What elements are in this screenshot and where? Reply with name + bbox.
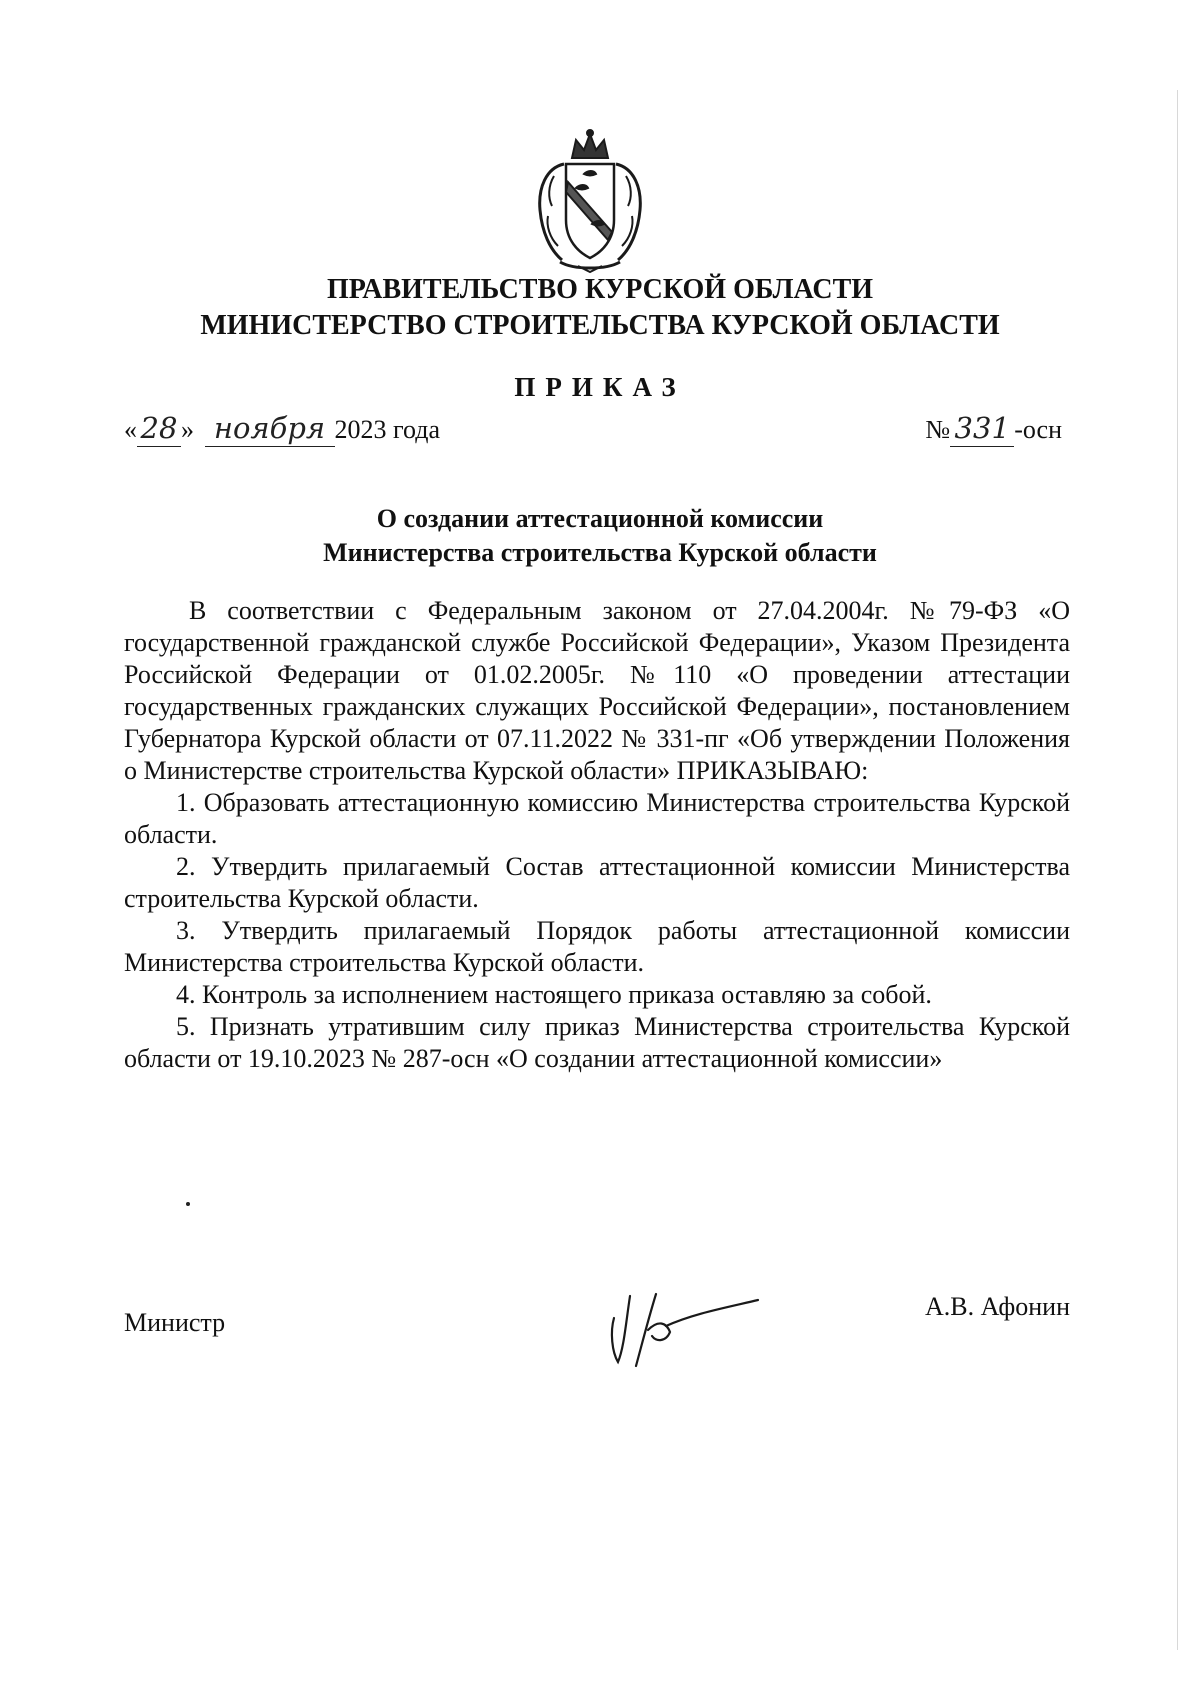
ink-speck bbox=[186, 1202, 190, 1206]
order-title-line1: О создании аттестационной комиссии bbox=[376, 504, 824, 533]
signature-block bbox=[124, 1292, 1070, 1372]
number-value: 331 bbox=[954, 411, 1010, 445]
number-prefix: № bbox=[925, 415, 951, 444]
government-title: ПРАВИТЕЛЬСТВО КУРСКОЙ ОБЛАСТИ bbox=[326, 274, 874, 305]
date-open-quote: « bbox=[124, 415, 137, 444]
order-item: 3. Утвердить прилагаемый Порядок работы аттестационной комиссии Министерства строительства Курской области. bbox=[124, 916, 1070, 977]
preamble-paragraph: В соответствии с Федеральным законом от 27.04.2004г. №79-ФЗ «О государственной гражданской службе Российской Федерации», Указом Президента Российской Федерации от 01.02.2005г. №110 «О проведении аттестации государственных гражданских служащих Российской Федерации», постановлением Губернатора Курской области от 07.11.2022 № 331-пг «Об утверждении Положения о Министерстве строительства Курской области» ПРИКАЗЫВАЮ: bbox=[124, 596, 1070, 785]
document-type: ПРИКАЗ bbox=[514, 372, 686, 402]
order-item: 1. Образовать аттестационную комиссию Министерства строительства Курской области. bbox=[124, 788, 1070, 849]
order-item: 5. Признать утратившим силу приказ Министерства строительства Курской области от 19.10.2023 № 287-осн «О создании аттестационной комиссии» bbox=[124, 1012, 1070, 1073]
order-item: 2. Утвердить прилагаемый Состав аттестационной комиссии Министерства строительства Курской области. bbox=[124, 852, 1070, 913]
date-day: 28 bbox=[140, 411, 178, 445]
scan-edge-line bbox=[1177, 90, 1178, 1650]
number-suffix: -осн bbox=[1014, 415, 1062, 444]
order-item: 4. Контроль за исполнением настоящего приказа оставляю за собой. bbox=[176, 980, 932, 1009]
order-body bbox=[124, 595, 1070, 1075]
order-date bbox=[124, 410, 440, 450]
date-year: 2023 года bbox=[334, 415, 441, 444]
handwritten-signature-icon bbox=[596, 1270, 766, 1370]
signatory-name: А.В. Афонин bbox=[925, 1292, 1070, 1321]
order-number bbox=[925, 410, 1062, 450]
date-close-quote: » bbox=[181, 415, 194, 444]
order-title-line2: Министерства строительства Курской области bbox=[323, 538, 877, 567]
date-month: ноября bbox=[213, 411, 326, 445]
coat-of-arms-icon bbox=[528, 128, 652, 274]
ministry-title: МИНИСТЕРСТВО СТРОИТЕЛЬСТВА КУРСКОЙ ОБЛАСТИ bbox=[200, 310, 1000, 341]
signatory-position: Министр bbox=[124, 1308, 226, 1337]
